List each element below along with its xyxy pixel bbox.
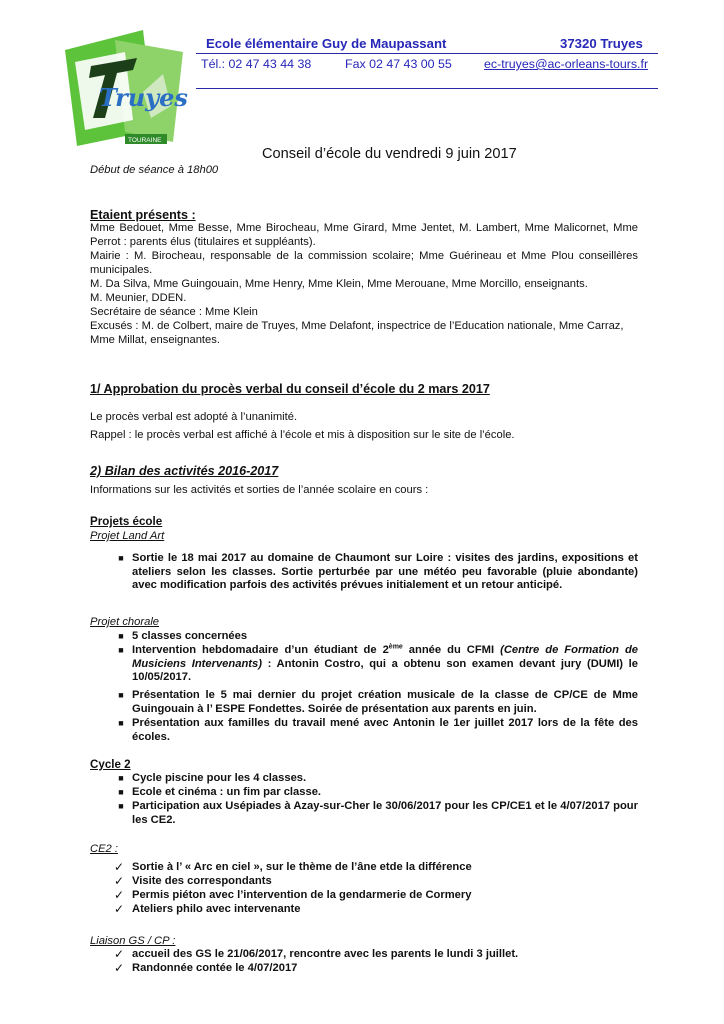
check-mark-icon: ✓ <box>113 947 125 961</box>
square-bullet-icon: ■ <box>118 801 124 811</box>
section1-adopted: Le procès verbal est adopté à l’unanimité. <box>90 411 298 423</box>
square-bullet-icon: ■ <box>118 773 124 783</box>
cycle2-item: Participation aux Usépiades à Azay-sur-Cher le 30/06/2017 pour les CP/CE1 et le 4/07/2017 pour les CE2. <box>132 800 638 826</box>
check-mark-icon: ✓ <box>113 874 125 888</box>
land-art-heading: Projet Land Art <box>90 530 165 542</box>
check-mark-icon: ✓ <box>113 888 125 902</box>
check-mark-icon: ✓ <box>113 961 125 975</box>
school-phone: Tél.: 02 47 43 44 38 <box>201 57 312 71</box>
ce2-item: Ateliers philo avec intervenante <box>132 903 301 915</box>
square-bullet-icon: ■ <box>118 718 124 728</box>
school-city: 37320 Truyes <box>560 36 643 51</box>
attendees-teachers: M. Da Silva, Mme Guingouain, Mme Henry, Mme Klein, Mme Merouane, Mme Morcillo, enseignants. <box>90 278 588 290</box>
attendees-excused: Excusés : M. de Colbert, maire de Truyes, Mme Delafont, inspectrice de l’Education nationale, Mme Carraz, Mme Millat, enseignantes. <box>90 320 624 346</box>
chorale-intervention-text-a: Intervention hebdomadaire d’un étudiant de 2 <box>132 644 389 656</box>
ce2-item: Sortie à l’ « Arc en ciel », sur le thème de l’âne etde la différence <box>132 861 472 873</box>
school-name: Ecole élémentaire Guy de Maupassant <box>206 36 447 51</box>
section1-heading: 1/ Approbation du procès verbal du conseil d’école du 2 mars 2017 <box>90 382 490 396</box>
chorale-intervention-text-c: : Antonin Costro, qui a obtenu son examen devant jury (DUMI) le 10/05/2017. <box>132 657 638 684</box>
square-bullet-icon: ■ <box>118 553 124 563</box>
svg-text:Truyes: Truyes <box>99 83 188 112</box>
truyes-logo <box>55 22 193 160</box>
square-bullet-icon: ■ <box>118 787 124 797</box>
chorale-item-classes: 5 classes concernées <box>132 630 248 642</box>
attendees-parents: Mme Bedouet, Mme Besse, Mme Birocheau, Mme Girard, Mme Jentet, M. Lambert, Mme Malicornet, Mme Perrot : parents élus (titulaires et suppléants). <box>90 222 638 248</box>
section2-heading: 2) Bilan des activités 2016-2017 <box>90 464 279 478</box>
ce2-item: Visite des correspondants <box>132 875 272 887</box>
liaison-item: accueil des GS le 21/06/2017, rencontre avec les parents le lundi 3 juillet. <box>132 948 519 960</box>
chorale-intervention-sup: ème <box>388 643 403 651</box>
section2-intro: Informations sur les activités et sorties de l’année scolaire en cours : <box>90 484 429 496</box>
liaison-heading: Liaison GS / CP : <box>90 935 176 947</box>
cycle2-item: Cycle piscine pour les 4 classes. <box>132 772 307 784</box>
land-art-item: Sortie le 18 mai 2017 au domaine de Chaumont sur Loire : visites des jardins, expositions et ateliers selon les classes. Sortie perturbée par une météo peu favorable (pluie abondante) avec modification parfois des activités prévues initialement et un retour anticipé. <box>132 552 638 592</box>
meeting-secretary: Secrétaire de séance : Mme Klein <box>90 306 258 318</box>
chorale-item-intervention <box>132 644 638 685</box>
start-time: Début de séance à 18h00 <box>90 164 219 176</box>
school-email-link[interactable]: ec-truyes@ac-orleans-tours.fr <box>484 57 649 71</box>
attendees-mairie: Mairie : M. Birocheau, responsable de la commission scolaire; Mme Guérineau et Mme Plou conseillères municipales. <box>90 250 638 276</box>
school-fax: Fax 02 47 43 00 55 <box>345 57 452 71</box>
square-bullet-icon: ■ <box>118 645 124 655</box>
ce2-item: Permis piéton avec l’intervention de la gendarmerie de Cormery <box>132 889 472 901</box>
chorale-intervention-text-b: année du CFMI <box>402 644 501 656</box>
check-mark-icon: ✓ <box>113 902 125 916</box>
check-mark-icon: ✓ <box>113 860 125 874</box>
cycle2-item: Ecole et cinéma : un fim par classe. <box>132 786 322 798</box>
header-rule-top <box>196 53 658 54</box>
svg-text:TOURAINE: TOURAINE <box>128 137 162 144</box>
header-rule-bottom <box>196 88 658 89</box>
projects-heading: Projets école <box>90 515 163 528</box>
section1-reminder: Rappel : le procès verbal est affiché à l’école et mis à disposition sur le site de l’école. <box>90 429 515 441</box>
chorale-item-families: Présentation aux familles du travail mené avec Antonin le 1er juillet 2017 lors de la fête des écoles. <box>132 717 638 743</box>
chorale-heading: Projet chorale <box>90 616 160 628</box>
attendees-heading: Etaient présents : <box>90 208 196 222</box>
cycle2-heading: Cycle 2 <box>90 758 131 771</box>
square-bullet-icon: ■ <box>118 690 124 700</box>
page-title: Conseil d’école du vendredi 9 juin 2017 <box>262 146 517 162</box>
chorale-item-presentation: Présentation le 5 mai dernier du projet création musicale de la classe de CP/CE de Mme Guingouain à l’ ESPE Fondettes. Soirée de présentation aux parents en juin. <box>132 689 638 715</box>
ce2-heading: CE2 : <box>90 843 118 855</box>
square-bullet-icon: ■ <box>118 631 124 641</box>
liaison-item: Randonnée contée le 4/07/2017 <box>132 962 298 974</box>
attendees-dden: M. Meunier, DDEN. <box>90 292 187 304</box>
chorale-intervention-italic: (Centre de Formation de Musiciens Intervenants) <box>132 644 639 670</box>
